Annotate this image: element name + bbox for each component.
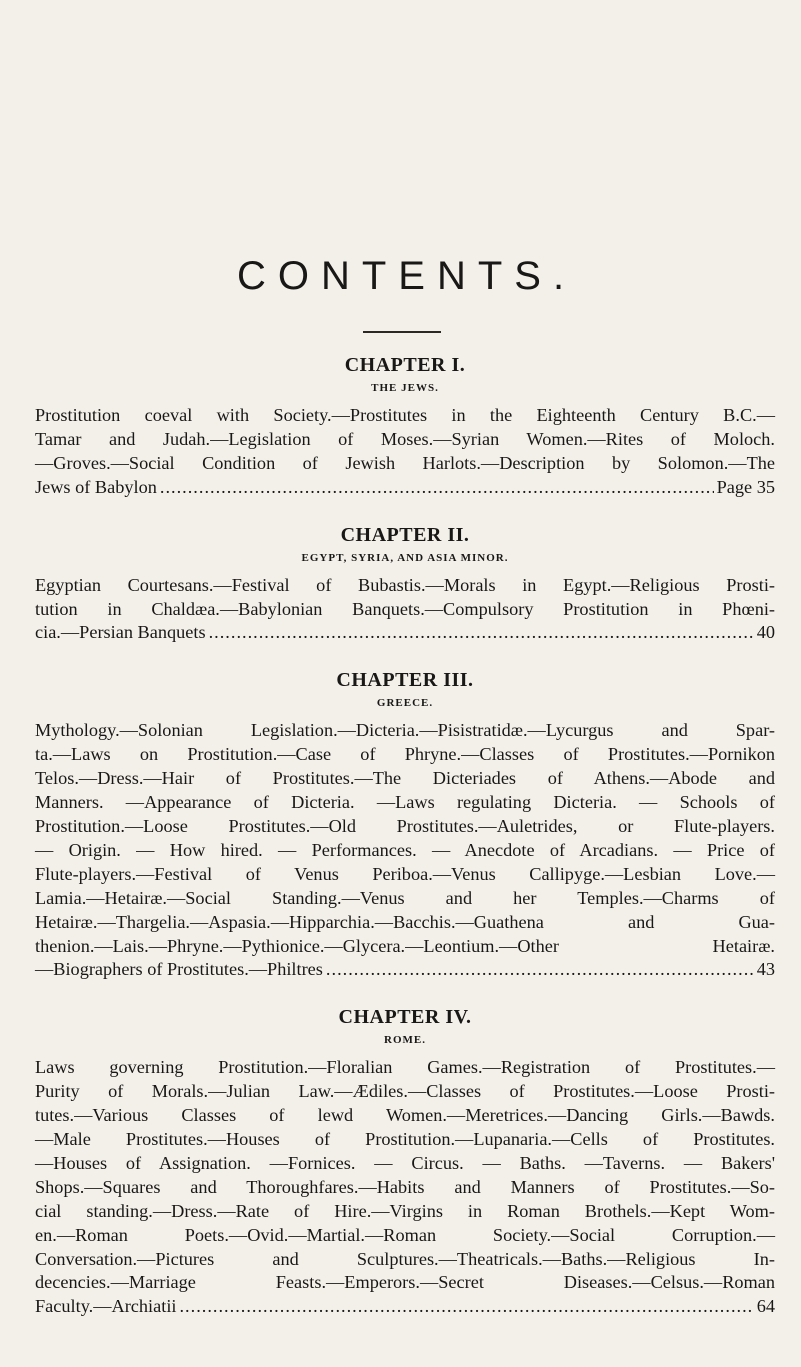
- summary-line: tutes.—Various Classes of lewd Women.—Meretrices.—Dancing Girls.—Bawds.: [35, 1105, 775, 1126]
- summary-line: —Groves.—Social Condition of Jewish Harlots.—Description by Solomon.—The: [35, 452, 775, 473]
- chapter-heading: CHAPTER IV.: [338, 1006, 472, 1029]
- contents-list: [35, 352, 775, 1341]
- summary-line: — Origin. — How hired. — Performances. — Anecdote of Arcadians. — Price of: [35, 839, 775, 860]
- summary-line: —Male Prostitutes.—Houses of Prostitution.—Lupanaria.—Cells of Prostitutes.: [35, 1129, 775, 1150]
- page-number[interactable]: 43: [756, 959, 775, 980]
- summary-line-text: Jews of Babylon: [35, 476, 157, 497]
- summary-line: Prostitution.—Loose Prostitutes.—Old Prostitutes.—Auletrides, or Flute-players.: [35, 815, 775, 836]
- summary-line: Tamar and Judah.—Legislation of Moses.—Syrian Women.—Rites of Moloch.: [35, 428, 775, 449]
- chapter-entry: [35, 667, 775, 982]
- summary-line: —Houses of Assignation. —Fornices. — Circus. — Baths. —Taverns. — Bakers': [35, 1152, 775, 1173]
- chapter-subject: THE JEWS.: [371, 382, 439, 394]
- summary-line: Telos.—Dress.—Hair of Prostitutes.—The Dicteriades of Athens.—Abode and: [35, 768, 775, 789]
- summary-line: tution in Chaldæa.—Babylonian Banquets.—Compulsory Prostitution in Phœni-: [35, 598, 775, 619]
- page-number[interactable]: 64: [756, 1296, 775, 1317]
- chapter-subject: ROME.: [384, 1034, 426, 1047]
- summary-line: Conversation.—Pictures and Sculptures.—Theatricals.—Baths.—Religious In-: [35, 1248, 775, 1269]
- page-number[interactable]: 40: [756, 622, 775, 643]
- summary-line-text: cia.—Persian Banquets: [35, 622, 206, 643]
- chapter-heading: CHAPTER III.: [336, 669, 474, 692]
- page-title: CONTENTS.: [236, 254, 577, 298]
- summary-line-text: —Biographers of Prostitutes.—Philtres: [35, 959, 323, 980]
- dot-leader: [326, 958, 754, 982]
- title-divider: [363, 331, 441, 333]
- chapter-entry: [35, 522, 775, 646]
- chapter-summary: [35, 574, 775, 646]
- page-number[interactable]: Page 35: [716, 476, 775, 497]
- chapter-summary: [35, 404, 775, 500]
- chapter-heading: CHAPTER I.: [344, 354, 466, 376]
- chapter-entry: [35, 1004, 775, 1319]
- chapter-summary: [35, 1056, 775, 1319]
- summary-line-text: Faculty.—Archiatii: [35, 1296, 177, 1317]
- summary-last-line: [35, 958, 775, 982]
- chapter-subject: GREECE.: [376, 697, 434, 710]
- summary-last-line: [35, 476, 775, 500]
- dot-leader: [179, 1295, 753, 1319]
- chapter-summary: [35, 719, 775, 982]
- summary-last-line: [35, 1295, 775, 1319]
- summary-last-line: [35, 621, 775, 645]
- summary-line: Egyptian Courtesans.—Festival of Bubastis.—Morals in Egypt.—Religious Prosti-: [35, 574, 775, 595]
- chapter-subject: EGYPT, SYRIA, AND ASIA MINOR.: [301, 551, 509, 564]
- summary-line: Manners. —Appearance of Dicteria. —Laws regulating Dicteria. — Schools of: [35, 792, 775, 813]
- summary-line: Hetairæ.—Thargelia.—Aspasia.—Hipparchia.—Bacchis.—Guathena and Gua-: [35, 911, 775, 932]
- summary-line: Flute-players.—Festival of Venus Periboa.—Venus Callipyge.—Lesbian Love.—: [35, 863, 775, 884]
- summary-line: ta.—Laws on Prostitution.—Case of Phryne.—Classes of Prostitutes.—Pornikon: [35, 744, 775, 765]
- summary-line: Lamia.—Hetairæ.—Social Standing.—Venus and her Temples.—Charms of: [35, 887, 775, 908]
- chapter-heading: CHAPTER II.: [340, 523, 470, 546]
- dot-leader: [209, 621, 754, 645]
- summary-line: Mythology.—Solonian Legislation.—Dicteria.—Pisistratidæ.—Lycurgus and Spar-: [35, 720, 775, 741]
- chapter-entry: [35, 352, 775, 500]
- summary-line: decencies.—Marriage Feasts.—Emperors.—Secret Diseases.—Celsus.—Roman: [35, 1272, 775, 1293]
- summary-line: en.—Roman Poets.—Ovid.—Martial.—Roman Society.—Social Corruption.—: [35, 1224, 775, 1245]
- summary-line: cial standing.—Dress.—Rate of Hire.—Virgins in Roman Brothels.—Kept Wom-: [35, 1200, 775, 1221]
- summary-line: thenion.—Lais.—Phryne.—Pythionice.—Glycera.—Leontium.—Other Hetairæ.: [35, 935, 775, 956]
- summary-line: Shops.—Squares and Thoroughfares.—Habits and Manners of Prostitutes.—So-: [35, 1176, 775, 1197]
- dot-leader: [160, 476, 714, 500]
- summary-line: Laws governing Prostitution.—Floralian Games.—Registration of Prostitutes.—: [35, 1057, 775, 1078]
- summary-line: Purity of Morals.—Julian Law.—Ædiles.—Classes of Prostitutes.—Loose Prosti-: [35, 1081, 775, 1102]
- summary-line: Prostitution coeval with Society.—Prostitutes in the Eighteenth Century B.C.—: [35, 405, 775, 425]
